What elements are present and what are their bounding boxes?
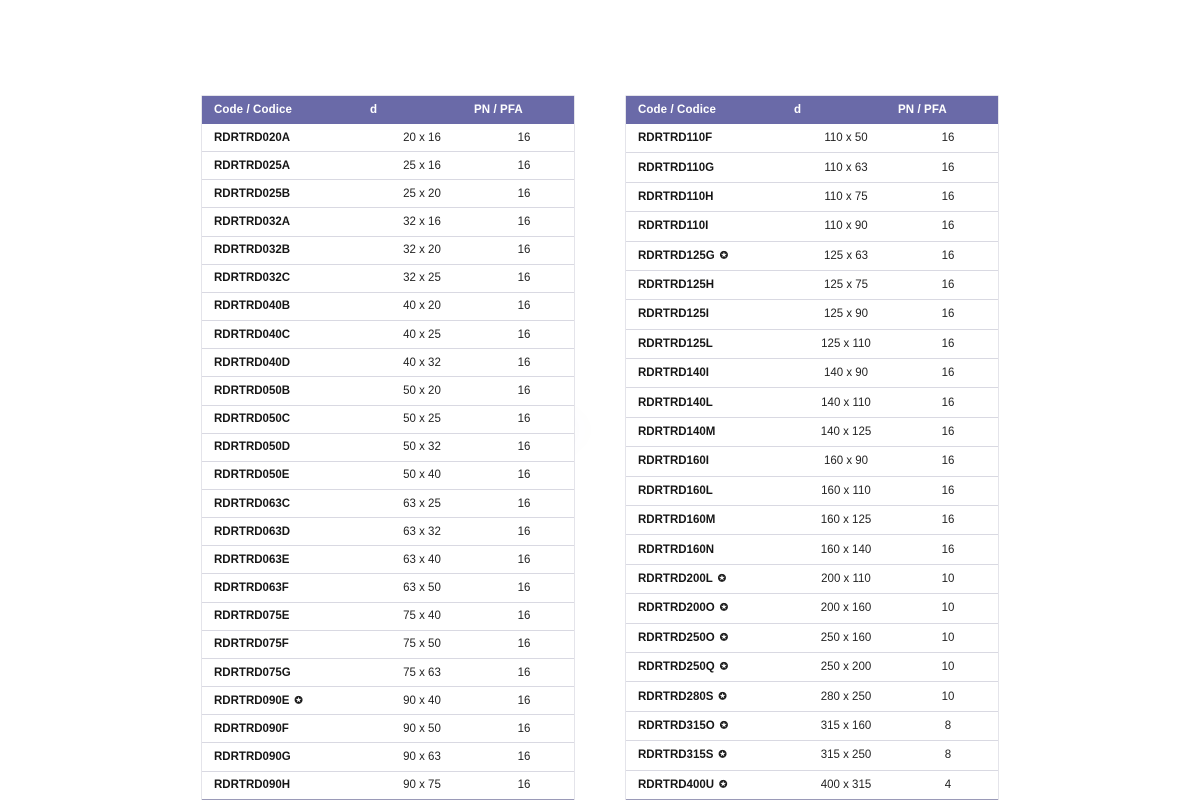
- cell-code: RDRTRD040B: [202, 292, 370, 320]
- cell-dimension: 125 x 75: [794, 270, 898, 299]
- table-row: [626, 329, 998, 358]
- cell-code: RDRTRD250O ✪: [626, 623, 794, 652]
- asterisk-marker-icon: ✪: [719, 602, 729, 614]
- table-row: [626, 623, 998, 652]
- cell-dimension: 32 x 25: [370, 264, 474, 292]
- table-row: [202, 574, 574, 602]
- cell-pn-pfa: 16: [898, 270, 998, 299]
- cell-pn-pfa: 16: [898, 212, 998, 241]
- table-row: [202, 236, 574, 264]
- cell-dimension: 200 x 160: [794, 594, 898, 623]
- cell-pn-pfa: 16: [474, 658, 574, 686]
- cell-pn-pfa: 16: [898, 388, 998, 417]
- table-body-right: [626, 124, 998, 800]
- cell-code: RDRTRD090H: [202, 771, 370, 799]
- cell-code: RDRTRD063D: [202, 518, 370, 546]
- cell-dimension: 63 x 50: [370, 574, 474, 602]
- cell-code: RDRTRD025B: [202, 180, 370, 208]
- table-row: [202, 490, 574, 518]
- table-row: [626, 447, 998, 476]
- table-header-row: [626, 96, 998, 124]
- cell-dimension: 40 x 25: [370, 321, 474, 349]
- cell-dimension: 315 x 250: [794, 741, 898, 770]
- cell-code: RDRTRD050B: [202, 377, 370, 405]
- table-row: [202, 433, 574, 461]
- cell-pn-pfa: 16: [898, 506, 998, 535]
- cell-dimension: 140 x 125: [794, 417, 898, 446]
- cell-dimension: 50 x 40: [370, 461, 474, 489]
- cell-pn-pfa: 10: [898, 652, 998, 681]
- cell-code: RDRTRD063E: [202, 546, 370, 574]
- cell-code: RDRTRD140M: [626, 417, 794, 446]
- cell-pn-pfa: 16: [898, 241, 998, 270]
- table-row: [202, 180, 574, 208]
- cell-code: RDRTRD160N: [626, 535, 794, 564]
- table-header-right: [626, 96, 998, 124]
- cell-pn-pfa: 16: [898, 417, 998, 446]
- table-row: [202, 124, 574, 152]
- cell-dimension: 63 x 32: [370, 518, 474, 546]
- table-row: [202, 658, 574, 686]
- table-row: [626, 506, 998, 535]
- table-row: [626, 535, 998, 564]
- cell-code: RDRTRD250Q ✪: [626, 652, 794, 681]
- cell-code: RDRTRD025A: [202, 152, 370, 180]
- table-row: [626, 212, 998, 241]
- table-row: [202, 292, 574, 320]
- cell-dimension: 90 x 75: [370, 771, 474, 799]
- cell-dimension: 90 x 40: [370, 687, 474, 715]
- cell-pn-pfa: 16: [898, 359, 998, 388]
- table-row: [626, 182, 998, 211]
- cell-code: RDRTRD400U ✪: [626, 770, 794, 799]
- cell-code: RDRTRD110I: [626, 212, 794, 241]
- cell-code: RDRTRD063F: [202, 574, 370, 602]
- cell-pn-pfa: 10: [898, 564, 998, 593]
- cell-dimension: 140 x 110: [794, 388, 898, 417]
- cell-code: RDRTRD050C: [202, 405, 370, 433]
- cell-dimension: 20 x 16: [370, 124, 474, 152]
- asterisk-marker-icon: ✪: [718, 691, 727, 703]
- cell-code: RDRTRD110H: [626, 182, 794, 211]
- cell-code: RDRTRD200L ✪: [626, 564, 794, 593]
- cell-pn-pfa: 16: [898, 300, 998, 329]
- cell-pn-pfa: 16: [898, 535, 998, 564]
- cell-code: RDRTRD050D: [202, 433, 370, 461]
- cell-dimension: 75 x 50: [370, 630, 474, 658]
- cell-pn-pfa: 16: [898, 153, 998, 182]
- cell-code: RDRTRD110F: [626, 124, 794, 153]
- cell-pn-pfa: 16: [474, 461, 574, 489]
- table-row: [202, 715, 574, 743]
- cell-dimension: 125 x 63: [794, 241, 898, 270]
- cell-code: RDRTRD040C: [202, 321, 370, 349]
- cell-code: RDRTRD032B: [202, 236, 370, 264]
- table-row: [626, 652, 998, 681]
- cell-dimension: 32 x 20: [370, 236, 474, 264]
- cell-code: RDRTRD125L: [626, 329, 794, 358]
- cell-dimension: 75 x 63: [370, 658, 474, 686]
- table-row: [202, 630, 574, 658]
- cell-dimension: 25 x 20: [370, 180, 474, 208]
- table-row: [626, 417, 998, 446]
- asterisk-marker-icon: ✪: [717, 573, 727, 585]
- cell-pn-pfa: 16: [474, 236, 574, 264]
- cell-pn-pfa: 8: [898, 741, 998, 770]
- table-row: [202, 602, 574, 630]
- table-row: [626, 682, 998, 711]
- table-body-left: [202, 124, 574, 800]
- cell-dimension: 110 x 90: [794, 212, 898, 241]
- cell-dimension: 75 x 40: [370, 602, 474, 630]
- asterisk-marker-icon: ✪: [718, 749, 727, 761]
- cell-pn-pfa: 16: [474, 264, 574, 292]
- table-row: [202, 377, 574, 405]
- cell-code: RDRTRD090G: [202, 743, 370, 771]
- cell-pn-pfa: 16: [474, 518, 574, 546]
- table-row: [202, 321, 574, 349]
- cell-code: RDRTRD050E: [202, 461, 370, 489]
- asterisk-marker-icon: ✪: [719, 250, 729, 262]
- cell-code: RDRTRD315O ✪: [626, 711, 794, 740]
- cell-dimension: 40 x 32: [370, 349, 474, 377]
- cell-dimension: 25 x 16: [370, 152, 474, 180]
- cell-pn-pfa: 16: [474, 630, 574, 658]
- asterisk-marker-icon: ✪: [719, 779, 728, 791]
- cell-pn-pfa: 16: [898, 329, 998, 358]
- table-row: [626, 770, 998, 799]
- table-row: [626, 153, 998, 182]
- cell-pn-pfa: 16: [474, 292, 574, 320]
- cell-pn-pfa: 16: [474, 433, 574, 461]
- cell-pn-pfa: 16: [474, 687, 574, 715]
- table-row: [626, 300, 998, 329]
- cell-pn-pfa: 16: [474, 208, 574, 236]
- cell-dimension: 63 x 25: [370, 490, 474, 518]
- spec-table-left: [202, 96, 574, 800]
- cell-code: RDRTRD040D: [202, 349, 370, 377]
- cell-pn-pfa: 16: [474, 771, 574, 799]
- cell-pn-pfa: 10: [898, 594, 998, 623]
- cell-code: RDRTRD280S ✪: [626, 682, 794, 711]
- cell-pn-pfa: 16: [474, 743, 574, 771]
- cell-dimension: 90 x 50: [370, 715, 474, 743]
- header-code: Code / Codice: [626, 96, 794, 124]
- cell-dimension: 160 x 140: [794, 535, 898, 564]
- asterisk-marker-icon: ✪: [719, 661, 729, 673]
- table-row: [626, 241, 998, 270]
- cell-pn-pfa: 16: [474, 321, 574, 349]
- cell-dimension: 110 x 63: [794, 153, 898, 182]
- table-row: [202, 264, 574, 292]
- cell-code: RDRTRD090F: [202, 715, 370, 743]
- cell-dimension: 250 x 160: [794, 623, 898, 652]
- cell-pn-pfa: 16: [474, 574, 574, 602]
- cell-code: RDRTRD200O ✪: [626, 594, 794, 623]
- cell-pn-pfa: 10: [898, 682, 998, 711]
- cell-dimension: 50 x 25: [370, 405, 474, 433]
- cell-pn-pfa: 16: [474, 546, 574, 574]
- cell-code: RDRTRD075G: [202, 658, 370, 686]
- table-row: [626, 711, 998, 740]
- cell-dimension: 140 x 90: [794, 359, 898, 388]
- cell-code: RDRTRD315S ✪: [626, 741, 794, 770]
- cell-dimension: 250 x 200: [794, 652, 898, 681]
- table-row: [202, 546, 574, 574]
- header-code: Code / Codice: [202, 96, 370, 124]
- cell-code: RDRTRD125H: [626, 270, 794, 299]
- cell-dimension: 200 x 110: [794, 564, 898, 593]
- cell-pn-pfa: 16: [898, 182, 998, 211]
- cell-dimension: 90 x 63: [370, 743, 474, 771]
- cell-dimension: 400 x 315: [794, 770, 898, 799]
- table-row: [626, 476, 998, 505]
- table-row: [626, 564, 998, 593]
- table-row: [202, 208, 574, 236]
- table-header-left: [202, 96, 574, 124]
- cell-code: RDRTRD063C: [202, 490, 370, 518]
- cell-dimension: 315 x 160: [794, 711, 898, 740]
- cell-dimension: 50 x 20: [370, 377, 474, 405]
- asterisk-marker-icon: ✪: [294, 695, 303, 707]
- cell-pn-pfa: 16: [474, 152, 574, 180]
- cell-pn-pfa: 16: [474, 715, 574, 743]
- cell-dimension: 160 x 125: [794, 506, 898, 535]
- cell-pn-pfa: 10: [898, 623, 998, 652]
- table-row: [626, 741, 998, 770]
- asterisk-marker-icon: ✪: [719, 720, 729, 732]
- table-row: [626, 270, 998, 299]
- cell-pn-pfa: 16: [474, 349, 574, 377]
- header-d: d: [370, 96, 474, 124]
- cell-dimension: 160 x 90: [794, 447, 898, 476]
- header-pn-pfa: PN / PFA: [474, 96, 574, 124]
- cell-code: RDRTRD140I: [626, 359, 794, 388]
- cell-pn-pfa: 8: [898, 711, 998, 740]
- cell-pn-pfa: 4: [898, 770, 998, 799]
- cell-code: RDRTRD032A: [202, 208, 370, 236]
- table-row: [626, 124, 998, 153]
- table-row: [202, 152, 574, 180]
- cell-pn-pfa: 16: [898, 447, 998, 476]
- cell-dimension: 40 x 20: [370, 292, 474, 320]
- cell-pn-pfa: 16: [898, 476, 998, 505]
- table-row: [202, 405, 574, 433]
- table-row: [626, 359, 998, 388]
- cell-code: RDRTRD032C: [202, 264, 370, 292]
- cell-pn-pfa: 16: [474, 377, 574, 405]
- cell-code: RDRTRD140L: [626, 388, 794, 417]
- cell-dimension: 110 x 50: [794, 124, 898, 153]
- cell-pn-pfa: 16: [474, 124, 574, 152]
- header-d: d: [794, 96, 898, 124]
- cell-pn-pfa: 16: [898, 124, 998, 153]
- table-row: [202, 687, 574, 715]
- cell-code: RDRTRD160L: [626, 476, 794, 505]
- cell-dimension: 125 x 110: [794, 329, 898, 358]
- cell-code: RDRTRD075F: [202, 630, 370, 658]
- table-row: [202, 461, 574, 489]
- cell-code: RDRTRD125I: [626, 300, 794, 329]
- header-pn-pfa: PN / PFA: [898, 96, 998, 124]
- cell-code: RDRTRD020A: [202, 124, 370, 152]
- cell-dimension: 110 x 75: [794, 182, 898, 211]
- cell-code: RDRTRD125G ✪: [626, 241, 794, 270]
- table-row: [626, 594, 998, 623]
- table-row: [202, 743, 574, 771]
- cell-dimension: 50 x 32: [370, 433, 474, 461]
- cell-dimension: 280 x 250: [794, 682, 898, 711]
- cell-pn-pfa: 16: [474, 602, 574, 630]
- cell-code: RDRTRD075E: [202, 602, 370, 630]
- cell-code: RDRTRD160M: [626, 506, 794, 535]
- cell-dimension: 160 x 110: [794, 476, 898, 505]
- cell-pn-pfa: 16: [474, 405, 574, 433]
- cell-dimension: 32 x 16: [370, 208, 474, 236]
- table-row: [202, 349, 574, 377]
- table-row: [202, 771, 574, 799]
- cell-pn-pfa: 16: [474, 490, 574, 518]
- asterisk-marker-icon: ✪: [719, 632, 729, 644]
- spec-table-right: [626, 96, 998, 800]
- table-header-row: [202, 96, 574, 124]
- cell-dimension: 125 x 90: [794, 300, 898, 329]
- table-row: [626, 388, 998, 417]
- cell-pn-pfa: 16: [474, 180, 574, 208]
- cell-code: RDRTRD090E ✪: [202, 687, 370, 715]
- table-row: [202, 518, 574, 546]
- cell-dimension: 63 x 40: [370, 546, 474, 574]
- cell-code: RDRTRD160I: [626, 447, 794, 476]
- cell-code: RDRTRD110G: [626, 153, 794, 182]
